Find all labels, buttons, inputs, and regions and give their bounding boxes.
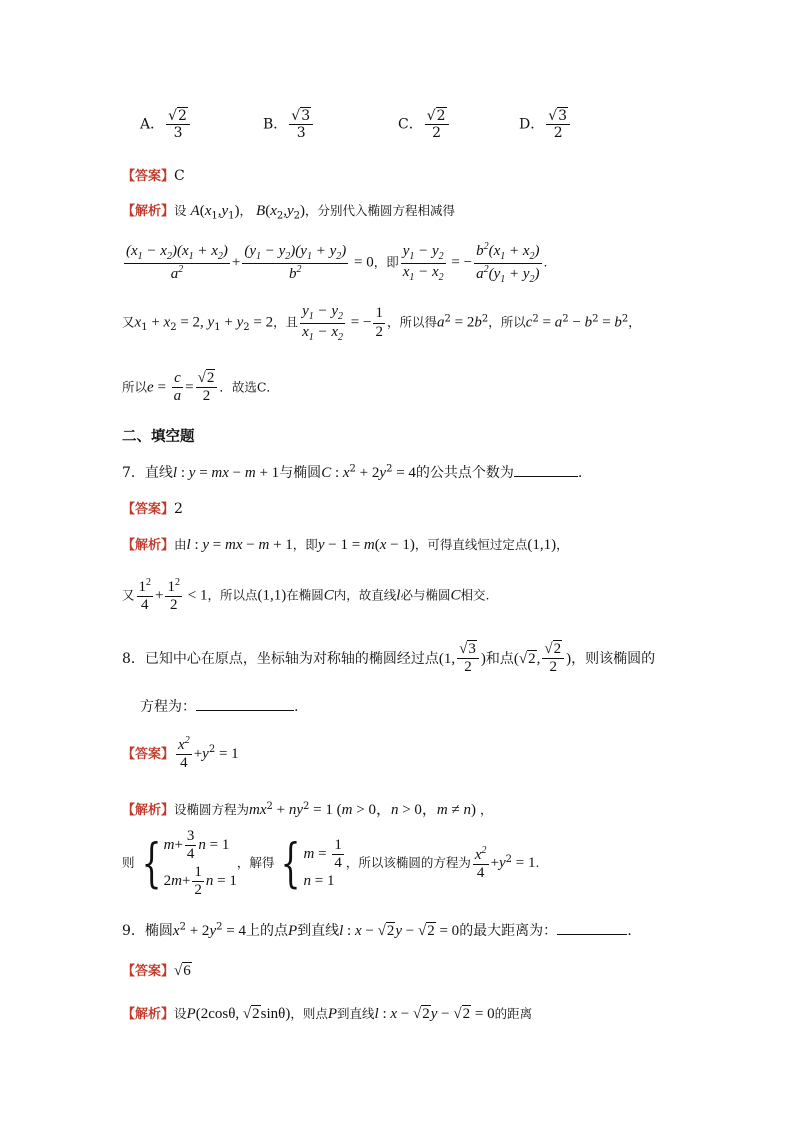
- text: ，所以: [488, 314, 526, 330]
- q7-answer: [122, 498, 183, 517]
- option-b: [263, 108, 315, 141]
- option-fraction: $\frac{√2}{2}$: [425, 108, 449, 141]
- text: ，即: [292, 537, 318, 552]
- answer-value: 2: [174, 501, 183, 517]
- q9-analysis-line1: 【解析】设P(2cosθ, √2sinθ)，则点P到直线l : x − √2y − √2 = 0的距离: [122, 1006, 533, 1022]
- text: 相交.: [460, 587, 490, 603]
- answer-tag: 【答案】: [122, 502, 175, 517]
- q7-analysis-line2: 又 $\frac{1^2}{4}$ + $\frac{1^2}{2}$ < 1，所以点(1,1)在椭圆C内，故直线l必与椭圆C相交.: [122, 577, 490, 614]
- answer-value: 6: [183, 963, 191, 979]
- text: 7．直线: [122, 465, 173, 481]
- text: ，所以该椭圆的方程为: [345, 855, 471, 870]
- text: ，则该椭圆的: [571, 650, 656, 667]
- q6-analysis-line4: 所以e = $\frac{c}{a}$ = $\frac{√2}{2}$ ．故选C．: [122, 370, 279, 405]
- text: 的距离: [494, 1006, 533, 1021]
- text: ，解得: [236, 855, 275, 870]
- answer-blank[interactable]: [514, 476, 578, 477]
- text: 到直线: [337, 1006, 375, 1021]
- option-label: B．: [263, 116, 288, 133]
- text: 方程为：: [140, 699, 196, 715]
- q6-analysis-line2: $\frac{(x_1 - x_2)(x_1 + x_2)}{a^2}$ + $\frac{(y_1 - y_2)(y_1 + y_2)}{b^2}$ = 0，即 $\frac{y_1 - y_2}{x_1 - x_2}$ = − $\frac{b^2(x_1 + x_2)}{a^2(y_1 + y_2)}$ .: [126, 241, 548, 285]
- option-label: C．: [398, 116, 423, 133]
- text: 上的点: [245, 923, 288, 939]
- answer-tag: 【答案】: [122, 746, 175, 762]
- text: 设: [174, 1006, 187, 1021]
- section-title: 二、填空题: [122, 428, 195, 445]
- text: 内，故直线: [333, 587, 397, 603]
- text: 所以: [122, 379, 148, 395]
- text: 的最大距离为：: [459, 923, 558, 939]
- text: ，且: [273, 314, 299, 330]
- text: 又: [122, 314, 135, 330]
- q8-stem-line2: 方程为： .: [140, 699, 299, 715]
- answer-blank[interactable]: [196, 710, 294, 711]
- text: 到直线: [297, 923, 340, 939]
- answer-tag: 【答案】: [122, 169, 175, 184]
- q6-analysis-line1: 【解析】设 $A(x_1,y_1)$， $B(x_2,y_2)$，分别代入椭圆方程相减得: [122, 203, 456, 222]
- text: ，所以得: [386, 314, 437, 330]
- option-fraction: $\frac{√3}{2}$: [546, 108, 570, 141]
- option-d: [519, 108, 572, 141]
- q8-analysis-line1: 【解析】设椭圆方程为$mx^2 + ny^2 = 1$ (m > 0，n > 0，m ≠ n) ，: [122, 800, 493, 818]
- text: 9．椭圆: [122, 923, 173, 939]
- answer-blank[interactable]: [557, 934, 627, 935]
- q8-stem-line1: 8．已知中心在原点，坐标轴为对称轴的椭圆经过点(1, $\frac{√3}{2}$ )和点(√2, $\frac{√2}{2}$ )，则该椭圆的: [122, 641, 656, 676]
- text: 8．已知中心在原点，坐标轴为对称轴的椭圆经过点: [122, 650, 439, 667]
- answer-value: C: [174, 168, 185, 184]
- q8-answer: 【答案】 $\frac{x^2}{4}$ $+y^2 = 1$: [122, 735, 239, 772]
- analysis-tag: 【解析】: [122, 204, 175, 219]
- option-a: [140, 108, 192, 141]
- text: ．故选C．: [219, 379, 279, 395]
- text: 设椭圆方程为: [174, 802, 250, 817]
- text: 和点: [485, 650, 514, 667]
- text: 则: [122, 855, 135, 870]
- option-label: D．: [519, 116, 545, 133]
- q8-analysis-line2: 则 { m+ $\frac{3}{4}$ n = 1 2m+ $\frac{1}{2}$ n = 1 ，解得 { m = $\frac{1}{4}$ n = 1 ，所以该椭圆的方程为 $\frac{x^2}{4}$ $+y^2 = 1$.: [122, 828, 540, 898]
- text: 在椭圆: [286, 587, 324, 603]
- text: ，所以点: [207, 587, 258, 603]
- answer-tag: 【答案】: [122, 964, 175, 979]
- q9-answer: 【答案】√6: [122, 963, 191, 979]
- text: ，则点: [290, 1006, 328, 1021]
- analysis-tag: 【解析】: [122, 538, 175, 553]
- text: 与椭圆: [279, 465, 322, 481]
- text: 由: [174, 537, 187, 552]
- option-label: A．: [140, 116, 165, 133]
- text: ，可得直线恒过定点: [414, 537, 528, 552]
- text: 必与椭圆: [400, 587, 451, 603]
- analysis-tag: 【解析】: [122, 1007, 175, 1022]
- option-fraction: $\frac{√3}{3}$: [289, 108, 313, 141]
- q7-analysis-line1: 【解析】由l : y = mx − m + 1，即y − 1 = m(x − 1)，可得直线恒过定点(1,1)，: [122, 537, 569, 553]
- option-fraction: $\frac{√2}{3}$: [166, 108, 190, 141]
- text: ，即: [373, 254, 399, 270]
- q9-stem: 9．椭圆$x^2 + 2y^2 = 4$上的点P到直线l : x − √2y − √2 = 0的最大距离为： .: [122, 921, 632, 939]
- analysis-tag: 【解析】: [122, 803, 175, 818]
- q6-answer: [122, 165, 185, 184]
- text: 的公共点个数为: [415, 465, 514, 481]
- q6-analysis-line3: 又$x_1 + x_2 = 2$, $y_1 + y_2 = 2$，且 $\frac{y_1 - y_2}{x_1 - x_2}$ = − $\frac{1}{2}$ ，所以得$a^2 = 2b^2$，所以$c^2 = a^2 - b^2 = b^2$，: [122, 303, 641, 343]
- text: 又: [122, 587, 135, 603]
- option-c: [398, 108, 451, 141]
- text: 设: [174, 203, 187, 218]
- text: ，分别代入椭圆方程相减得: [305, 203, 456, 218]
- q7-stem: 7．直线l : y = mx − m + 1与椭圆C : $x^2 + 2y^2 = 4$的公共点个数为 .: [122, 463, 583, 481]
